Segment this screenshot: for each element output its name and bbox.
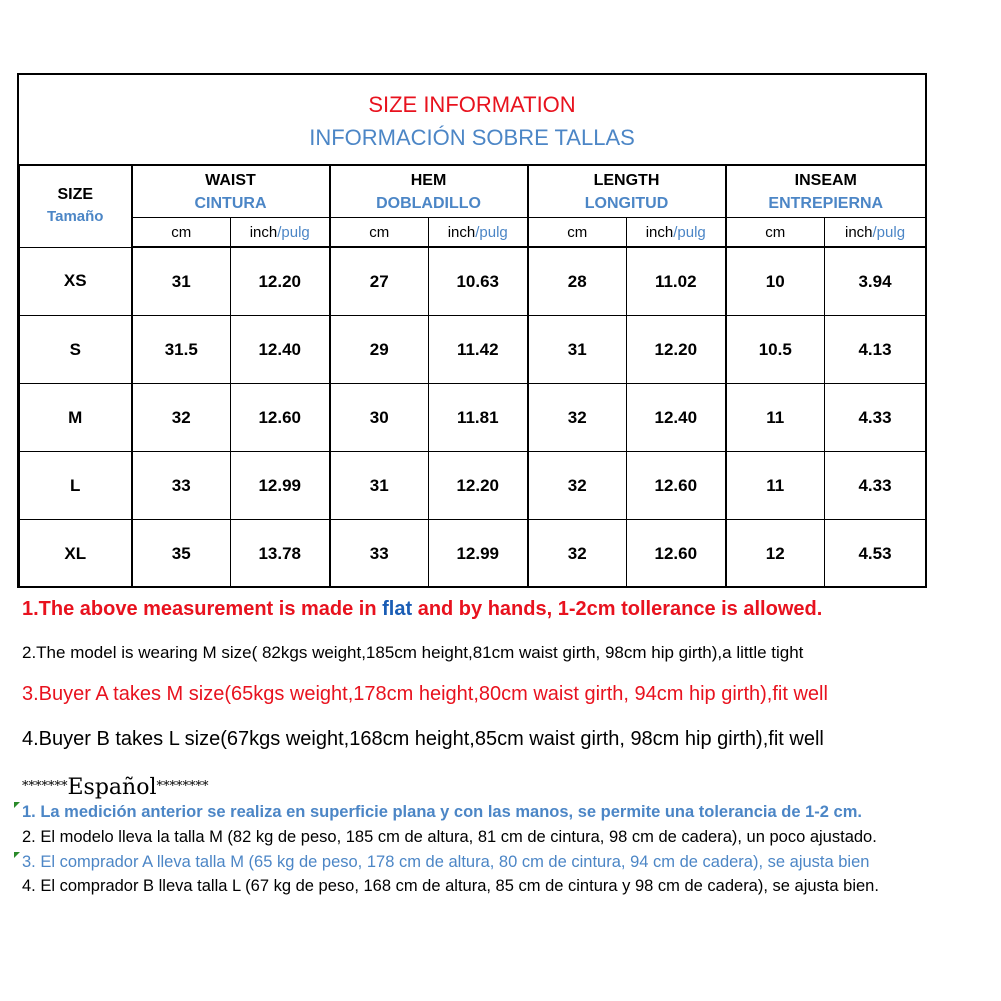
group-header-inseam xyxy=(726,165,926,218)
measurement-cell: 31.5 xyxy=(132,316,231,384)
measurement-cell: 4.33 xyxy=(825,452,926,520)
unit-inch: inch xyxy=(844,223,873,241)
measurement-cell: 30 xyxy=(330,384,429,452)
note-2-model: 2.The model is wearing M size( 82kgs weight,185cm height,81cm waist girth, 98cm hip girth),a little tight xyxy=(22,643,804,662)
measurement-cell: 12.99 xyxy=(231,452,330,520)
measurement-cell: 11 xyxy=(726,384,825,452)
note-1-flat-word: flat xyxy=(382,598,413,620)
group-header-english: WAIST xyxy=(205,171,256,189)
measurement-cell: 12.60 xyxy=(627,452,726,520)
group-header-english: LENGTH xyxy=(593,171,660,189)
measurement-cell: 12.60 xyxy=(627,520,726,588)
size-column-header xyxy=(20,165,132,248)
group-header-english: HEM xyxy=(410,171,447,189)
stars-right: ******** xyxy=(156,779,209,794)
size-header-spanish: Tamaño xyxy=(47,208,104,226)
group-header-spanish: DOBLADILLO xyxy=(376,194,481,212)
size-label-cell: S xyxy=(20,316,132,384)
note-3-buyer-a: 3.Buyer A takes M size(65kgs weight,178cm height,80cm waist girth, 94cm hip girth),fit well xyxy=(22,683,828,705)
measurement-cell: 4.53 xyxy=(825,520,926,588)
size-table xyxy=(19,164,926,588)
group-header-english: INSEAM xyxy=(794,171,857,189)
measurement-cell: 12.40 xyxy=(627,384,726,452)
unit-inch: inch xyxy=(447,223,476,241)
unit-cm: cm xyxy=(132,218,231,248)
unit-inch-pulg xyxy=(429,218,528,248)
note-1-text-end: and by hands, 1-2cm tollerance is allowed. xyxy=(412,598,823,620)
measurement-cell: 27 xyxy=(330,247,429,316)
unit-pulg: /pulg xyxy=(277,223,310,241)
size-label-cell: XL xyxy=(20,520,132,588)
measurement-cell: 29 xyxy=(330,316,429,384)
size-chart xyxy=(17,73,927,588)
unit-cm: cm xyxy=(726,218,825,248)
spanish-note-3: 3. El comprador A lleva talla M (65 kg de peso, 178 cm de altura, 80 cm de cintura, 94 cm de cadera), se ajusta bien xyxy=(22,853,870,871)
note-1-tolerance xyxy=(22,598,822,621)
measurement-cell: 12.20 xyxy=(231,247,330,316)
note-4-buyer-b: 4.Buyer B takes L size(67kgs weight,168cm height,85cm waist girth, 98cm hip girth),fit well xyxy=(22,728,824,750)
size-rows xyxy=(20,247,926,588)
measurement-cell: 31 xyxy=(528,316,627,384)
table-row xyxy=(20,452,926,520)
measurement-cell: 11.81 xyxy=(429,384,528,452)
unit-inch-pulg xyxy=(627,218,726,248)
measurement-cell: 33 xyxy=(132,452,231,520)
size-label-cell: L xyxy=(20,452,132,520)
measurement-cell: 28 xyxy=(528,247,627,316)
spanish-note-4: 4. El comprador B lleva talla L (67 kg de peso, 168 cm de altura, 85 cm de cintura y 98 cm de cadera), se ajusta bien. xyxy=(22,877,879,895)
group-header-spanish: CINTURA xyxy=(194,194,267,212)
table-row xyxy=(20,384,926,452)
chart-title-spanish: INFORMACIÓN SOBRE TALLAS xyxy=(309,125,635,150)
table-row xyxy=(20,316,926,384)
note-1-text-start: 1.The above measurement is made in xyxy=(22,598,383,620)
measurement-cell: 10 xyxy=(726,247,825,316)
unit-pulg: /pulg xyxy=(872,223,906,241)
measurement-cell: 12.20 xyxy=(429,452,528,520)
size-label-cell: XS xyxy=(20,247,132,316)
group-header-spanish: ENTREPIERNA xyxy=(768,194,884,212)
spanish-section-heading xyxy=(22,775,209,800)
unit-cm: cm xyxy=(330,218,429,248)
measurement-cell: 32 xyxy=(132,384,231,452)
group-header-length xyxy=(528,165,726,218)
unit-inch-pulg xyxy=(825,218,926,248)
measurement-cell: 31 xyxy=(132,247,231,316)
unit-cm: cm xyxy=(528,218,627,248)
group-header-hem xyxy=(330,165,528,218)
measurement-cell: 10.5 xyxy=(726,316,825,384)
measurement-cell: 12.99 xyxy=(429,520,528,588)
corner-mark-icon xyxy=(14,852,20,858)
measurement-cell: 12 xyxy=(726,520,825,588)
group-header-spanish: LONGITUD xyxy=(584,194,669,212)
measurement-cell: 10.63 xyxy=(429,247,528,316)
unit-pulg: /pulg xyxy=(475,223,508,241)
measurement-cell: 11 xyxy=(726,452,825,520)
measurement-cell: 11.42 xyxy=(429,316,528,384)
spanish-note-1: 1. La medición anterior se realiza en superficie plana y con las manos, se permite una tolerancia de 1-2 cm. xyxy=(22,803,862,821)
measurement-cell: 35 xyxy=(132,520,231,588)
unit-inch: inch xyxy=(249,223,278,241)
unit-inch: inch xyxy=(645,223,674,241)
table-row xyxy=(20,247,926,316)
measurement-cell: 31 xyxy=(330,452,429,520)
measurement-cell: 32 xyxy=(528,520,627,588)
measurement-cell: 12.60 xyxy=(231,384,330,452)
group-header-waist xyxy=(132,165,330,218)
unit-pulg: /pulg xyxy=(673,223,706,241)
size-header-english: SIZE xyxy=(57,186,94,204)
chart-title-box xyxy=(19,75,925,166)
measurement-cell: 4.13 xyxy=(825,316,926,384)
corner-mark-icon xyxy=(14,802,20,808)
measurement-cell: 11.02 xyxy=(627,247,726,316)
measurement-cell: 13.78 xyxy=(231,520,330,588)
size-label-cell: M xyxy=(20,384,132,452)
measurement-cell: 12.20 xyxy=(627,316,726,384)
measurement-cell: 33 xyxy=(330,520,429,588)
spanish-note-2: 2. El modelo lleva la talla M (82 kg de peso, 185 cm de altura, 81 cm de cintura, 98 cm de cadera), un poco ajustado. xyxy=(22,828,877,846)
measurement-cell: 12.40 xyxy=(231,316,330,384)
measurement-cell: 4.33 xyxy=(825,384,926,452)
unit-row xyxy=(20,218,926,248)
spanish-heading-text: Español xyxy=(67,775,157,800)
measurement-cell: 3.94 xyxy=(825,247,926,316)
table-row xyxy=(20,520,926,588)
measurement-cell: 32 xyxy=(528,452,627,520)
unit-inch-pulg xyxy=(231,218,330,248)
stars-left: ******* xyxy=(22,779,68,794)
measurement-cell: 32 xyxy=(528,384,627,452)
chart-title-english: SIZE INFORMATION xyxy=(368,92,576,117)
